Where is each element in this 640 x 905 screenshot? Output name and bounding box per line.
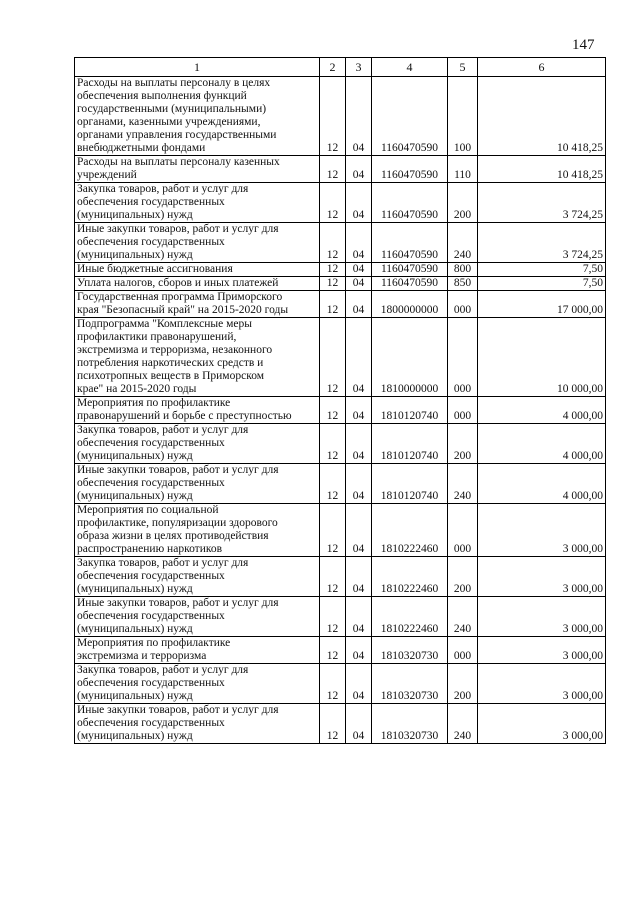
row-c6-cell: 3 000,00 (478, 664, 606, 704)
row-c5-cell: 200 (448, 183, 478, 223)
row-c2-cell: 12 (320, 318, 346, 397)
row-c3-cell: 04 (346, 291, 372, 318)
row-c2-cell: 12 (320, 557, 346, 597)
row-c2-cell: 12 (320, 156, 346, 183)
row-c2-cell: 12 (320, 77, 346, 156)
row-c2-cell: 12 (320, 397, 346, 424)
row-c2-cell: 12 (320, 704, 346, 744)
row-c4-cell: 1810320730 (372, 704, 448, 744)
row-c5-cell: 240 (448, 704, 478, 744)
row-c4-cell: 1810000000 (372, 318, 448, 397)
row-name-cell: Иные закупки товаров, работ и услуг для обеспечения государственных (муниципальных) нужд (75, 464, 320, 504)
row-c3-cell: 04 (346, 424, 372, 464)
row-c5-cell: 200 (448, 557, 478, 597)
row-c3-cell: 04 (346, 318, 372, 397)
row-c3-cell: 04 (346, 464, 372, 504)
row-c5-cell: 800 (448, 263, 478, 277)
row-c5-cell: 000 (448, 397, 478, 424)
row-name-cell: Мероприятия по профилактике экстремизма и терроризма (75, 637, 320, 664)
row-c3-cell: 04 (346, 223, 372, 263)
budget-table (74, 57, 606, 744)
row-c2-cell: 12 (320, 263, 346, 277)
row-name-cell: Закупка товаров, работ и услуг для обеспечения государственных (муниципальных) нужд (75, 557, 320, 597)
header-col-1: 1 (75, 58, 320, 77)
row-name-cell: Иные бюджетные ассигнования (75, 263, 320, 277)
row-c5-cell: 000 (448, 318, 478, 397)
row-name-cell: Иные закупки товаров, работ и услуг для обеспечения государственных (муниципальных) нужд (75, 597, 320, 637)
row-c3-cell: 04 (346, 557, 372, 597)
row-c5-cell: 240 (448, 464, 478, 504)
row-c5-cell: 110 (448, 156, 478, 183)
table-row (75, 637, 606, 664)
row-c3-cell: 04 (346, 637, 372, 664)
row-c5-cell: 000 (448, 637, 478, 664)
row-c2-cell: 12 (320, 504, 346, 557)
row-c4-cell: 1160470590 (372, 223, 448, 263)
row-c5-cell: 850 (448, 277, 478, 291)
header-col-4: 4 (372, 58, 448, 77)
row-c3-cell: 04 (346, 277, 372, 291)
row-c4-cell: 1160470590 (372, 156, 448, 183)
row-c4-cell: 1160470590 (372, 77, 448, 156)
row-c2-cell: 12 (320, 597, 346, 637)
row-c3-cell: 04 (346, 704, 372, 744)
row-c2-cell: 12 (320, 637, 346, 664)
row-c3-cell: 04 (346, 397, 372, 424)
row-c6-cell: 7,50 (478, 263, 606, 277)
row-c5-cell: 240 (448, 597, 478, 637)
table-row (75, 77, 606, 156)
row-c6-cell: 10 418,25 (478, 156, 606, 183)
row-name-cell: Закупка товаров, работ и услуг для обеспечения государственных (муниципальных) нужд (75, 183, 320, 223)
row-c6-cell: 3 724,25 (478, 223, 606, 263)
table-row (75, 704, 606, 744)
row-name-cell: Государственная программа Приморского края "Безопасный край" на 2015-2020 годы (75, 291, 320, 318)
row-c6-cell: 3 000,00 (478, 557, 606, 597)
row-c6-cell: 17 000,00 (478, 291, 606, 318)
row-c3-cell: 04 (346, 77, 372, 156)
row-c2-cell: 12 (320, 291, 346, 318)
row-c5-cell: 100 (448, 77, 478, 156)
table-row (75, 183, 606, 223)
table-row (75, 557, 606, 597)
table-row (75, 597, 606, 637)
row-c5-cell: 200 (448, 664, 478, 704)
row-c4-cell: 1810120740 (372, 424, 448, 464)
row-c6-cell: 4 000,00 (478, 464, 606, 504)
row-c6-cell: 4 000,00 (478, 397, 606, 424)
row-c2-cell: 12 (320, 464, 346, 504)
row-c6-cell: 10 418,25 (478, 77, 606, 156)
row-c3-cell: 04 (346, 597, 372, 637)
row-c5-cell: 000 (448, 291, 478, 318)
header-col-2: 2 (320, 58, 346, 77)
table-header-row (75, 58, 606, 77)
row-c4-cell: 1810120740 (372, 464, 448, 504)
table-row (75, 223, 606, 263)
table-row (75, 504, 606, 557)
row-name-cell: Иные закупки товаров, работ и услуг для обеспечения государственных (муниципальных) нужд (75, 704, 320, 744)
row-c5-cell: 240 (448, 223, 478, 263)
row-c2-cell: 12 (320, 277, 346, 291)
table-row (75, 664, 606, 704)
header-col-5: 5 (448, 58, 478, 77)
row-c4-cell: 1160470590 (372, 183, 448, 223)
table-row (75, 263, 606, 277)
row-name-cell: Уплата налогов, сборов и иных платежей (75, 277, 320, 291)
row-c3-cell: 04 (346, 664, 372, 704)
row-c6-cell: 3 000,00 (478, 704, 606, 744)
row-c4-cell: 1810222460 (372, 557, 448, 597)
row-name-cell: Мероприятия по социальной профилактике, популяризации здорового образа жизни в целях противодействия распространению наркотиков (75, 504, 320, 557)
table-row (75, 397, 606, 424)
row-name-cell: Мероприятия по профилактике правонарушений и борьбе с преступностью (75, 397, 320, 424)
row-name-cell: Расходы на выплаты персоналу в целях обеспечения выполнения функций государственными (муниципальными) органами, казенными учреждениями, органами управления государственными внебюджетными фондами (75, 77, 320, 156)
row-c4-cell: 1810120740 (372, 397, 448, 424)
row-c4-cell: 1810320730 (372, 664, 448, 704)
row-c3-cell: 04 (346, 156, 372, 183)
row-c6-cell: 3 000,00 (478, 597, 606, 637)
row-c6-cell: 3 000,00 (478, 504, 606, 557)
row-name-cell: Иные закупки товаров, работ и услуг для обеспечения государственных (муниципальных) нужд (75, 223, 320, 263)
row-c2-cell: 12 (320, 424, 346, 464)
row-c2-cell: 12 (320, 664, 346, 704)
table-body (75, 77, 606, 744)
row-c4-cell: 1810320730 (372, 637, 448, 664)
row-c6-cell: 10 000,00 (478, 318, 606, 397)
page-number: 147 (572, 37, 595, 53)
header-col-6: 6 (478, 58, 606, 77)
row-c4-cell: 1800000000 (372, 291, 448, 318)
row-c3-cell: 04 (346, 263, 372, 277)
table-row (75, 156, 606, 183)
row-c3-cell: 04 (346, 183, 372, 223)
table-row (75, 291, 606, 318)
row-c4-cell: 1810222460 (372, 597, 448, 637)
table-row (75, 318, 606, 397)
row-c5-cell: 000 (448, 504, 478, 557)
header-col-3: 3 (346, 58, 372, 77)
row-c6-cell: 7,50 (478, 277, 606, 291)
row-c6-cell: 4 000,00 (478, 424, 606, 464)
table-row (75, 424, 606, 464)
row-c4-cell: 1810222460 (372, 504, 448, 557)
row-c5-cell: 200 (448, 424, 478, 464)
table-row (75, 277, 606, 291)
row-c6-cell: 3 000,00 (478, 637, 606, 664)
row-name-cell: Расходы на выплаты персоналу казенных учреждений (75, 156, 320, 183)
row-name-cell: Закупка товаров, работ и услуг для обеспечения государственных (муниципальных) нужд (75, 424, 320, 464)
row-c2-cell: 12 (320, 183, 346, 223)
row-name-cell: Подпрограмма "Комплексные меры профилактики правонарушений, экстремизма и терроризма, незаконного потребления наркотических средств и психотропных веществ в Приморском крае" на 2015-2020 годы (75, 318, 320, 397)
row-name-cell: Закупка товаров, работ и услуг для обеспечения государственных (муниципальных) нужд (75, 664, 320, 704)
table-row (75, 464, 606, 504)
row-c4-cell: 1160470590 (372, 263, 448, 277)
row-c4-cell: 1160470590 (372, 277, 448, 291)
row-c2-cell: 12 (320, 223, 346, 263)
row-c3-cell: 04 (346, 504, 372, 557)
row-c6-cell: 3 724,25 (478, 183, 606, 223)
